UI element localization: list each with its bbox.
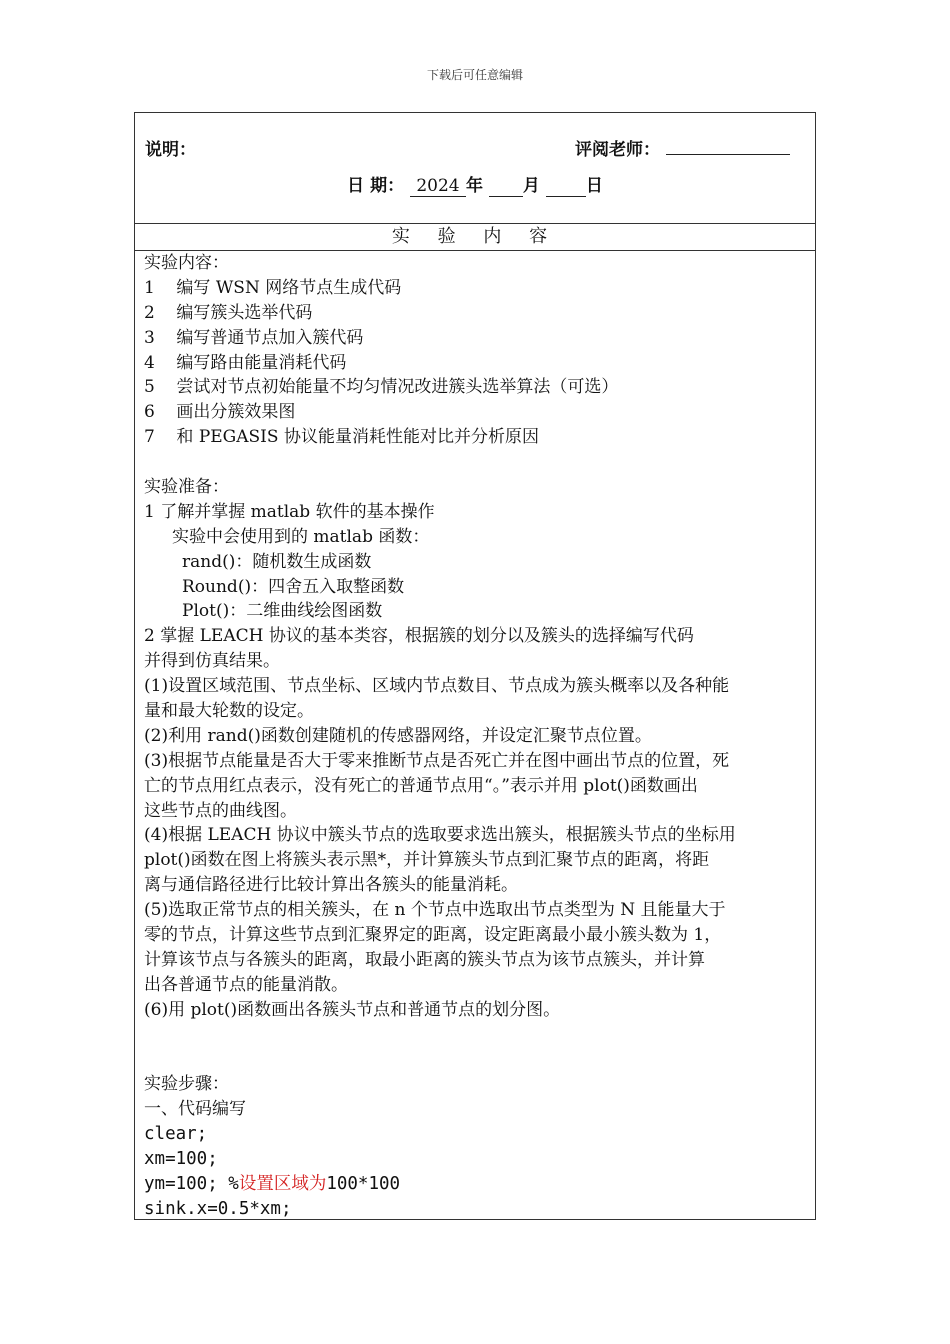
prep-line: (5)选取正常节点的相关簇头，在 n 个节点中选取出节点类型为 N 且能量大于: [144, 900, 726, 921]
reviewer-blank: [666, 136, 790, 155]
prep-line: 出各普通节点的能量消散。: [144, 974, 348, 995]
prep-line: 零的节点，计算这些节点到汇聚界定的距离，设定距离最小最小簇头数为 1，: [144, 925, 722, 946]
month-unit: 月: [522, 176, 540, 196]
code-line: clear;: [144, 1124, 208, 1145]
list-item: 6 画出分簇效果图: [144, 402, 296, 423]
list-item: 7 和 PEGASIS 协议能量消耗性能对比并分析原因: [144, 427, 539, 448]
intro-heading: 实验内容：: [144, 253, 229, 273]
code-line: sink.x=0.5*xm;: [144, 1198, 292, 1219]
steps-heading: 实验步骤：: [144, 1074, 229, 1095]
prep-step-1: 1 了解并掌握 matlab 软件的基本操作: [144, 501, 435, 522]
code-text: ym=100; %: [144, 1173, 239, 1194]
section-title: 实 验 内 容: [135, 223, 815, 251]
date-label: 日 期：: [347, 176, 405, 196]
prep-line: (3)根据节点能量是否大于零来推断节点是否死亡并在图中画出节点的位置，死: [144, 750, 730, 771]
blank-line: [144, 450, 809, 475]
func-item: Plot()：二维曲线绘图函数: [182, 601, 383, 622]
content-body: [144, 251, 809, 1222]
code-text: 100*100: [326, 1173, 401, 1194]
reviewer-label: 评阅老师：: [575, 140, 660, 160]
steps-subheading: 一、代码编写: [144, 1099, 246, 1120]
prep-line: 这些节点的曲线图。: [144, 800, 297, 821]
code-line: xm=100;: [144, 1149, 218, 1170]
report-table: [134, 112, 816, 1220]
prep-heading: 实验准备：: [144, 477, 229, 498]
day-blank: [546, 176, 586, 197]
list-item: 5 尝试对节点初始能量不均匀情况改进簇头选举算法（可选）: [144, 377, 619, 398]
code-comment: 设置区域为: [238, 1173, 327, 1194]
prep-line: 计算该节点与各簇头的距离，取最小距离的簇头节点为该节点簇头，并计算: [144, 949, 705, 970]
reviewer-field: [575, 135, 790, 160]
list-item: 4 编写路由能量消耗代码: [144, 352, 347, 373]
prep-line: 亡的节点用红点表示，没有死亡的普通节点用“。”表示并用 plot()函数画出: [144, 775, 698, 796]
list-item: 3 编写普通节点加入簇代码: [144, 327, 364, 348]
prep-line: (1)设置区域范围、节点坐标、区域内节点数目、节点成为簇头概率以及各种能: [144, 676, 730, 697]
func-item: Round()：四舍五入取整函数: [182, 576, 405, 597]
info-section: [135, 113, 815, 224]
prep-line: (6)用 plot()函数画出各簇头节点和普通节点的划分图。: [144, 999, 561, 1020]
page-header: 下载后可任意编辑: [426, 68, 523, 82]
date-row: [135, 171, 815, 197]
day-unit: 日: [585, 176, 603, 196]
func-item: rand()：随机数生成函数: [182, 551, 372, 572]
prep-line: 2 掌握 LEACH 协议的基本类容，根据簇的划分以及簇头的选择编写代码: [144, 626, 694, 647]
prep-line: 量和最大轮数的设定。: [144, 701, 314, 722]
blank-line: [144, 1048, 809, 1073]
code-line: [144, 1172, 809, 1197]
prep-line: (2)利用 rand()函数创建随机的传感器网络，并设定汇聚节点位置。: [144, 725, 652, 746]
prep-line: (4)根据 LEACH 协议中簇头节点的选取要求选出簇头，根据簇头节点的坐标用: [144, 825, 736, 846]
blank-line: [144, 1023, 809, 1048]
prep-line: plot()函数在图上将簇头表示黑*，并计算簇头节点到汇聚节点的距离，将距: [144, 850, 710, 871]
prep-line: 并得到仿真结果。: [144, 651, 280, 672]
year-unit: 年: [466, 176, 483, 196]
list-item: 1 编写 WSN 网络节点生成代码: [144, 277, 402, 298]
month-blank: [489, 176, 523, 197]
list-item: 2 编写簇头选举代码: [144, 302, 313, 323]
prep-step-1-sub: 实验中会使用到的 matlab 函数：: [172, 526, 430, 547]
note-label: 说明：: [145, 140, 196, 160]
year-field: 2024: [410, 176, 466, 197]
prep-line: 离与通信路径进行比较计算出各簇头的能量消耗。: [144, 875, 518, 896]
